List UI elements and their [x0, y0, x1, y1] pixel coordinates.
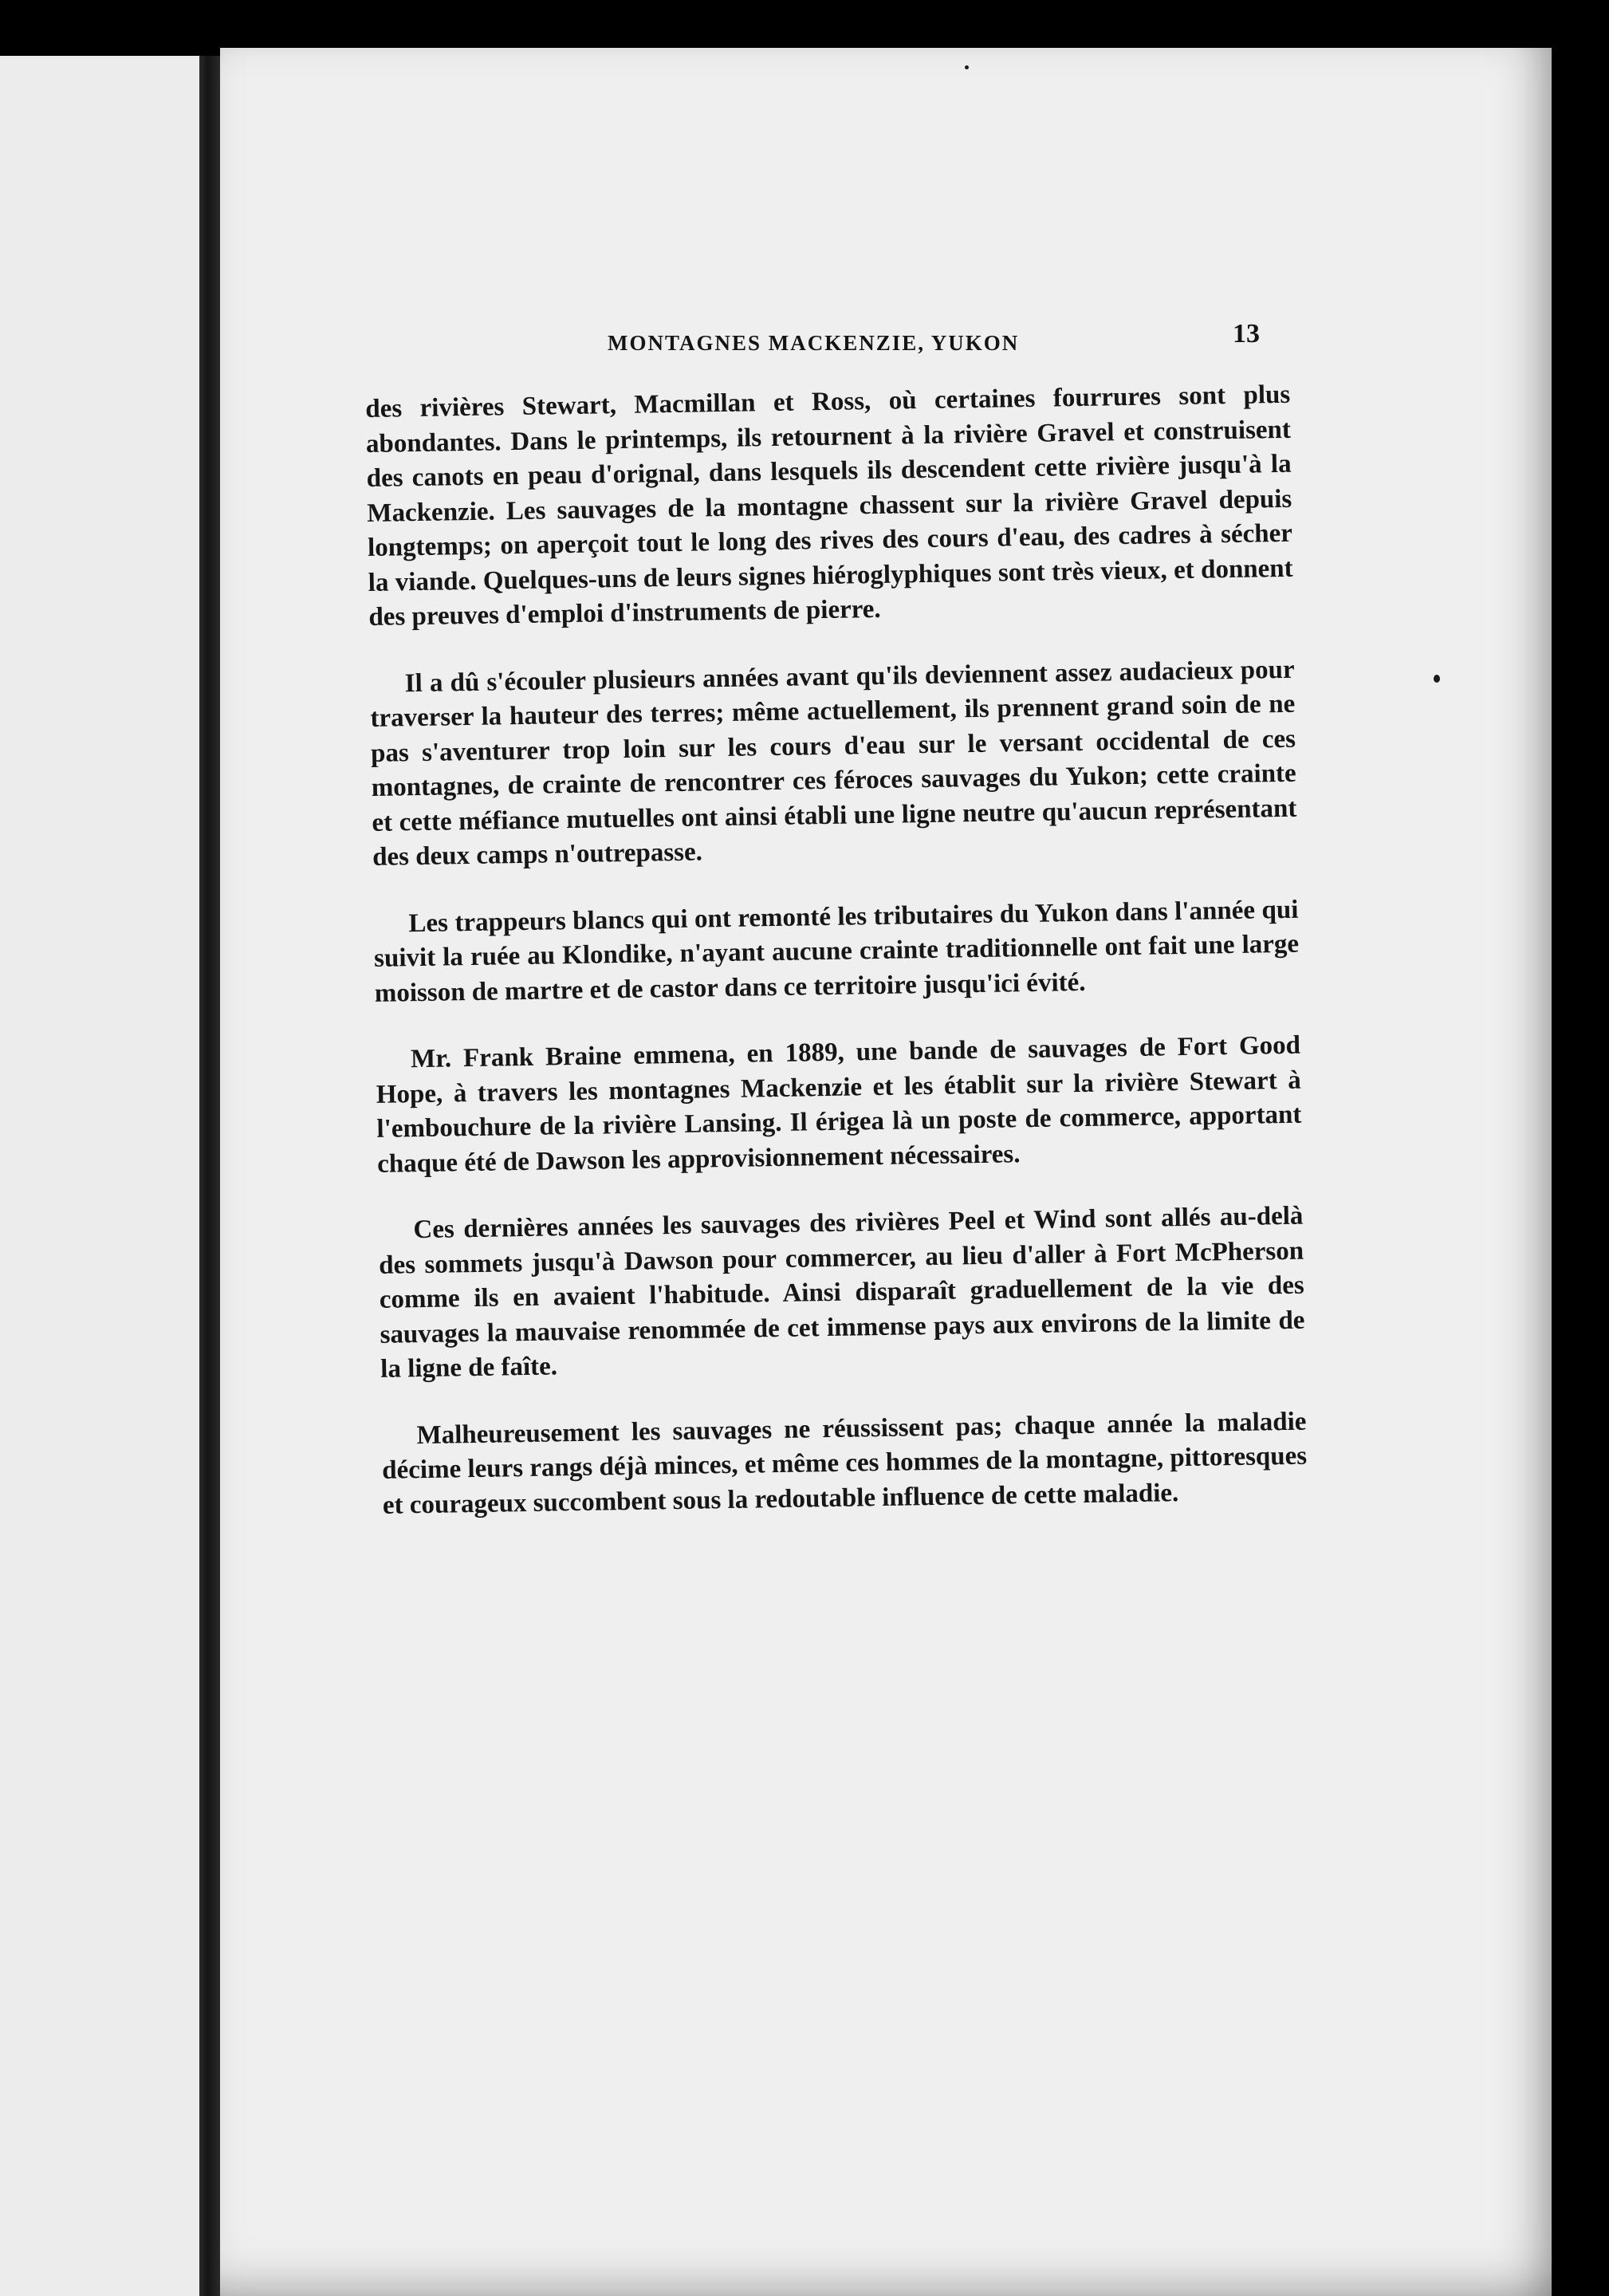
- paragraph-4: Mr. Frank Braine emmena, en 1889, une bande de sauvages de Fort Good Hope, à travers les montagnes Mackenzie et les établit sur la rivière Stewart à l'embouchure de la rivière Lansing. Il érigea là un poste de commerce, apportant chaque été de Dawson les approvisionnement nécessaires.: [376, 1030, 1302, 1179]
- body-text: [365, 378, 1308, 1555]
- left-page-edge: [0, 56, 199, 2296]
- print-speck: [965, 65, 969, 69]
- paragraph-5: Ces dernières années les sauvages des rivières Peel et Wind sont allés au-delà des sommets jusqu'à Dawson pour commercer, au lieu d'aller à Fort McPherson comme ils en avaient l'habitude. Ainsi disparaît graduellement de la vie des sauvages la mauvaise renommée de cet immense pays aux environs de la limite de la ligne de faîte.: [378, 1201, 1305, 1384]
- print-speck: [1434, 675, 1440, 683]
- paragraph-6: Malheureusement les sauvages ne réussissent pas; chaque année la maladie décime leurs rangs déjà minces, et même ces hommes de la montagne, pittoresques et courageux succombent sous la redoutable influence de cette maladie.: [381, 1407, 1308, 1520]
- paragraph-2: Il a dû s'écouler plusieurs années avant qu'ils deviennent assez audacieux pour traverser la hauteur des terres; même actuellement, ils prennent grand soin de ne pas s'aventurer trop loin sur les cours d'eau sur le versant occidental de ces montagnes, de crainte de rencontrer ces féroces sauvages du Yukon; cette crainte et cette méfiance mutuelles ont ainsi établi une ligne neutre qu'aucun représentant des deux camps n'outrepasse.: [370, 655, 1297, 872]
- page-number: 13: [1233, 319, 1260, 349]
- paragraph-3: Les trappeurs blancs qui ont remonté les tributaires du Yukon dans l'année qui suivit la ruée au Klondike, n'ayant aucune crainte traditionnelle ont fait une large moisson de martre et de castor dans ce territoire jusqu'ici évité.: [373, 895, 1300, 1008]
- paragraph-1: des rivières Stewart, Macmillan et Ross, où certaines fourrures sont plus abondantes. Dans le printemps, ils retournent à la rivière Gravel et construisent des canots en peau d'orignal, dans lesquels ils descendent cette rivière jusqu'à la Mackenzie. Les sauvages de la montagne chassent sur la rivière Gravel depuis longtemps; on aperçoit tout le long des rives des cours d'eau, des cadres à sécher la viande. Quelques-uns de leurs signes hiéroglyphiques sont très vieux, et donnent des preuves d'emploi d'instruments de pierre.: [365, 380, 1293, 632]
- running-head: MONTAGNES MACKENZIE, YUKON: [608, 331, 1020, 355]
- book-gutter: [199, 56, 220, 2296]
